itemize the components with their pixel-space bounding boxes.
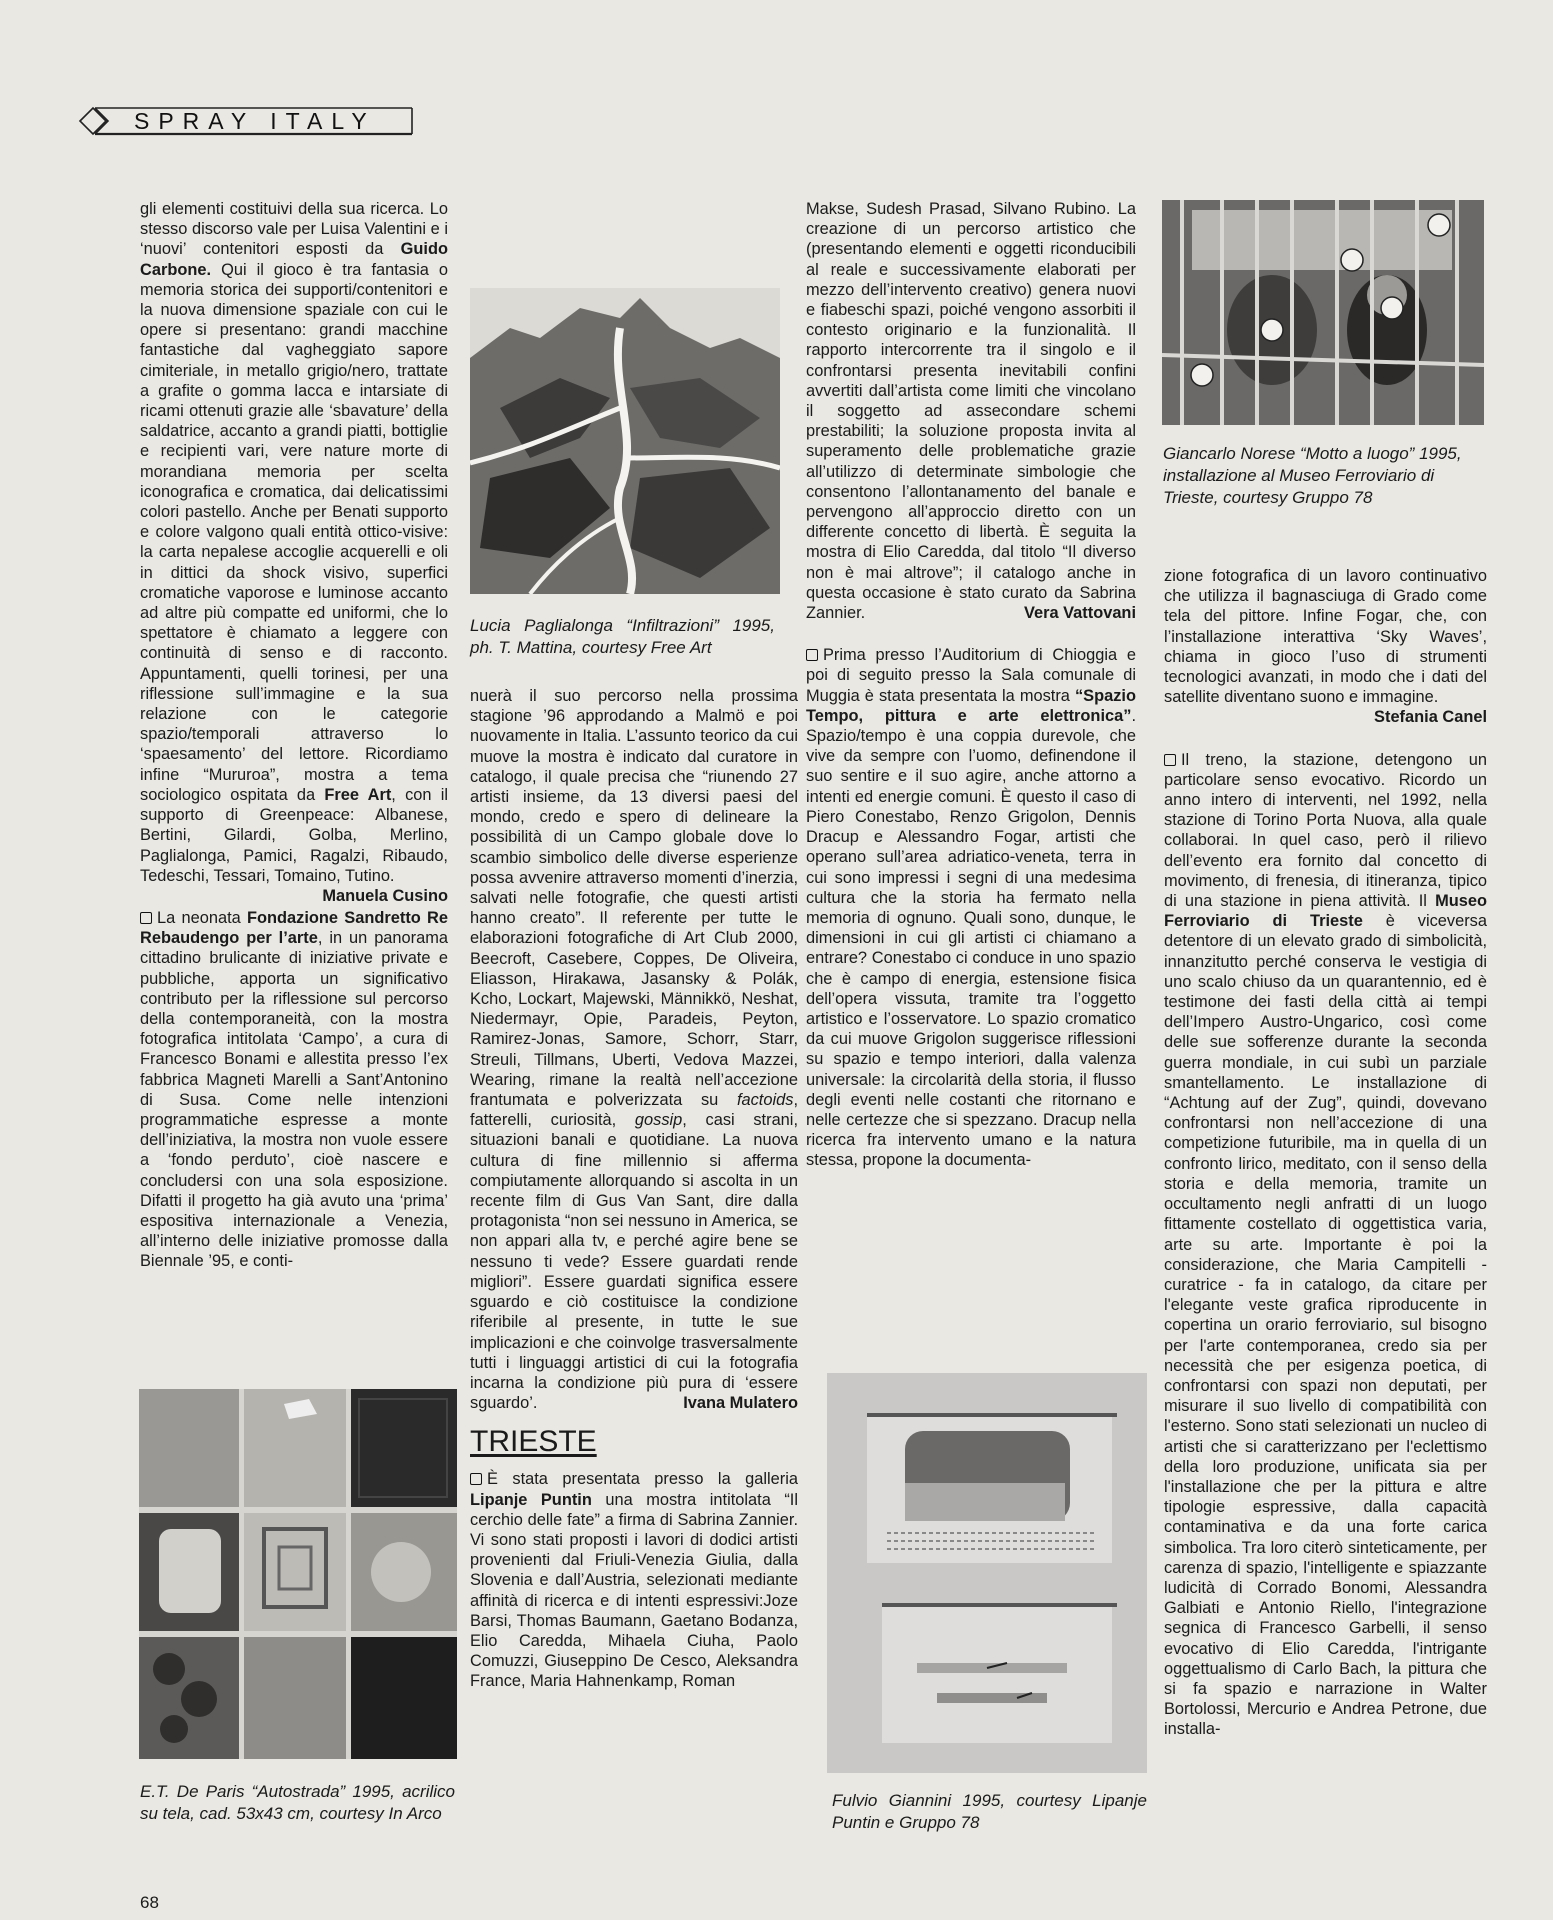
article-paragraph: Prima presso l’Auditorium di Chioggia e poi di seguito presso la Sala comunale di Muggia è stata presentata la mostra “Spazio Tempo, pittura e arte elettronica”. Spazio/tempo è una coppia durevole, che vive da sempre con l’uomo, definendone il suo sentire e il suo agire, anche attorno a intenti ed energie comuni. È questo il caso di Piero Conestabo, Renzo Grigolon, Dennis Dracup e Alessandro Fogar, artisti che operano sull’area adriatico-veneta, terra in cui sono impressi i segni di una medesima cultura che la storia ha fermato nella memoria di ognuno. Quali sono, dunque, le dimensioni in cui gli artisti ci chiamano a entrare? Conestabo ci conduce in uno spazio che è campo di energia, estensione fisica dell’opera vissuta, tramite tra l’oggetto artistico e l’osservatore. Lo spazio cromatico da cui muove Grigolon suggerisce riflessioni su spazio e tempo interiori, dalla valenza universale: la circolarità della storia, il flusso degli eventi nelle costanti che ritornano e nelle certezze che si spezzano. Dracup nella ricerca fra intervento umano e la natura stessa, propone la documenta- (806, 646, 1136, 1170)
article-paragraph: gli elementi costituivi della sua ricerca. Lo stesso discorso vale per Luisa Valentini e i ‘nuovi’ contenitori esposti da Guido Carbone. Qui il gioco è tra fantasia o memoria storica dei supporti/contenitori e la nuova dimensione spaziale con cui le opere si presentano: grandi macchine fantastiche dal vagheggiato sapore cimiteriale, in metallo grigio/nero, trattate a grafite o gomma lacca e intarsiate di ricami ottenuti grazie alle ‘sbavature’ della saldatrice, accanto a grandi piatti, bottiglie e recipienti vari, vere nature morte di morandiana memoria per scelta iconografica e cromatica, dai delicatissimi colori pastello. Anche per Benati supporto e colore valgono quali entità ottico-visive: la carta nepalese accoglie acquerelli e oli in dittici da shock visivo, superfici cromatiche vaporose e luminose accanto ad altre più compatte ed uniformi, che lo spettatore è chiamato a leggere con continuità di senso e di racconto. Appuntamenti, quelli torinesi, per una riflessione sull’immagine e la sua relazione con le categorie spazio/temporali attraverso lo ‘spaesamento’ del lettore. Ricordiamo infine “Mururoa”, mostra a tema sociologico ospitata da Free Art, con il supporto di Greenpeace: Albanese, Bertini, Gilardi, Golba, Merlino, Paglialonga, Pamici, Ragalzi, Ribaudo, Tedeschi, Tessari, Tomaino, Tutino. Manuela Cusino (140, 200, 448, 905)
article-paragraph: nuerà il suo percorso nella prossima stagione ’96 approdando a Malmö e poi nuovamente in Italia. L’assunto teorico da cui muove la mostra è indicato dal curatore in catalogo, il quale precisa che “riunendo 27 artisti insieme, da 13 diversi paesi del mondo, credo e spero di delineare la possibilità di un Campo globale dove lo scambio simbolico delle diverse esperienze possa avvenire attraverso momenti d’inerzia, salvati nelle fotografie, che questi artisti hanno creato”. Il referente per tutte le elaborazioni fotografiche di Art Club 2000, Beecroft, Casebere, Coppes, De Oliveira, Eliasson, Hirakawa, Jasansky & Polák, Kcho, Lockart, Majewski, Männikkö, Neshat, Niedermayr, Opie, Paradeis, Peyton, Ramirez-Jonas, Samore, Schorr, Starr, Streuli, Tillmans, Uberti, Vedova Mazzei, Wearing, rimane la realtà nell’accezione frantumata e polverizzata su factoids, fatterelli, curiosità, gossip, casi strani, situazioni banali e quotidiane. La nuova cultura di fine millennio si afferma compiutamente allorquando si ascolta in un recente film di Gus Van Sant, dire dalla protagonista “non sei nessuno in America, se non appari alla tv, e perché agire bene se nessuno ti vede? Essere guardati rende migliori”. Essere guardati significa essere sguardo e ciò costituisce la condizione riferibile al presente, in tutte le sue implicazioni e che coinvolge trasversalmente tutti i linguaggi artistici di cui la fotografia incarna la condizione più pura di ‘essere sguardo’. Ivana Mulatero (470, 687, 798, 1413)
section-bullet-box-icon (470, 1473, 482, 1485)
column-2 (470, 686, 798, 1692)
section-bullet-box-icon (1164, 754, 1176, 766)
photo-caption: Giancarlo Norese “Motto a luogo” 1995, installazione al Museo Ferroviario di Trieste, courtesy Gruppo 78 (1163, 444, 1462, 507)
column-4 (1164, 566, 1487, 1740)
artwork-image (139, 1389, 457, 1759)
artwork-image (470, 288, 780, 594)
author-signature: Ivana Mulatero (683, 1394, 798, 1413)
photo-caption: E.T. De Paris “Autostrada” 1995, acrilico su tela, cad. 53x43 cm, courtesy In Arco (140, 1782, 455, 1823)
author-signature: Manuela Cusino (322, 886, 448, 905)
photo-infiltrazioni (470, 288, 780, 594)
article-paragraph: zione fotografica di un lavoro continuativo che utilizza il bagnasciuga di Grado come tela del pittore. Infine Fogar, che, con l’installazione interattiva ‘Sky Waves’, chiama in gioco l’uso di strumenti tecnologici avanzati, in modo che i dati del satellite diventano suono e immagine. Stefania Canel (1164, 567, 1487, 727)
photo-motto-a-luogo (1162, 200, 1484, 425)
article-paragraph: Makse, Sudesh Prasad, Silvano Rubino. La creazione di un percorso artistico che (presentando elementi e oggetti riconducibili al reale e successivamente elaborati per mezzo dell’intervento creativo) genera nuovi e fiabeschi spazi, poiché vengono assorbiti il contesto originario e la funzionalità. Il rapporto intercorrente tra il singolo e il confrontarsi presenta inevitabili confini avvertiti dall’artista come limiti che vincolano il soggetto ad assecondare schemi prestabiliti; la soluzione proposta invita al superamento delle problematiche grazie all’utilizzo di determinate simbologie che consentono l’allontanamento del banale e pervengono all’approccio diretto con un differente concetto di libertà. È seguita la mostra di Elio Caredda, dal titolo “Il diverso non è mai altrove”; il catalogo anche in questa occasione è stato curato da Sabrina Zannier. Vera Vattovani (806, 200, 1136, 623)
section-bullet-box-icon (140, 912, 152, 924)
photo-autostrada-grid (139, 1389, 457, 1759)
section-heading-trieste: TRIESTE (470, 1425, 597, 1459)
article-paragraph: Il treno, la stazione, detengono un particolare senso evocativo. Ricordo un anno intero di interventi, nel 1992, nella stazione di Torino Porta Nuova, alla quale collaborai. In quel caso, però il rilievo dell’evento era fornito dal concetto di movimento, di frenesia, di itineranza, tipico di una stazione in piena attività. Il Museo Ferroviario di Trieste è viceversa detentore di un elevato grado di simbolicità, innanzitutto perché conserva le vestigia di uno scalo chiuso da un quarantennio, ed è testimone dei fasti della città ai tempi dell’Impero Austro-Ungarico, così come delle sue sofferenze durante la seconda guerra mondiale, in cui subì un parziale smantellamento. Le installazione di “Achtung auf der Zug”, quindi, dovevano confrontarsi non nell’accezione di una competizione futuribile, ma in quella di un confronto lirico, meditato, con il senso della storia e della memoria, tramite un occultamento negli anfratti di un luogo fittamente costellato di oggettistica varia, arte su arte. Importante è poi la considerazione, che Maria Campitelli - curatrice - fa in catalogo, da citare per l'elegante veste grafica riproducente in copertina un orario ferroviario, sul bisogno per l'arte contemporanea, credo sia per necessità che per esigenza poetica, di confrontarsi con spazi non deputati, per misurare il suo livello di compatibilità con l'esterno. Sono stati selezionati un nucleo di artisti che si caratterizzano per l'eclettismo della loro produzione, unificata sia per l'installazione che per la pittura e altre tipologie espressive, dalla capacità contaminativa e da una forte carica simbolica. Tra loro citerò sinteticamente, per carenza di spazio, l'intelligente e spiazzante ludicità di Corrado Bonomi, Alessandra Galbiati e Antonio Riello, l'integrazione segnica di Francesco Garbelli, il senso evocativo di Elio Caredda, l'intrigante oggettualismo di Carlo Bach, la pittura che si fa spazio e narrazione in Walter Bortolossi, Mercurio e Andrea Petrone, due installa- (1164, 750, 1487, 1739)
page-number: 68 (140, 1893, 159, 1912)
artwork-image (1162, 200, 1484, 425)
photo-giannini-drawing (827, 1373, 1147, 1773)
column-1 (140, 199, 448, 1272)
photo-caption: Lucia Paglialonga “Infiltrazioni” 1995, ph. T. Mattina, courtesy Free Art (470, 616, 775, 657)
column-3 (806, 199, 1136, 1171)
article-paragraph: La neonata Fondazione Sandretto Re Rebaudengo per l’arte, in un panorama cittadino brulicante di iniziative private e pubbliche, apporta un significativo contributo per la riflessione sul percorso della contemporaneità, con la mostra fotografica intitolata ‘Campo’, a cura di Francesco Bonami e allestita presso l’ex fabbrica Magneti Marelli a Sant’Antonino di Susa. Come nelle intenzioni programmatiche espresse a monte dell’iniziativa, la mostra non vuole essere a ‘fondo perduto’, cioè nascere e concludersi con una sola esposizione. Difatti il progetto ha già avuto una ‘prima’ espositiva internazionale a Venezia, all’interno delle iniziative promosse dalla Biennale ’95, e conti- (140, 908, 449, 1271)
section-bullet-box-icon (806, 649, 818, 661)
author-signature: Stefania Canel (1374, 708, 1487, 727)
photo-caption: Fulvio Giannini 1995, courtesy Lipanje Puntin e Gruppo 78 (832, 1791, 1147, 1832)
section-title: SPRAY ITALY (134, 108, 376, 134)
article-paragraph: È stata presentata presso la galleria Lipanje Puntin una mostra intitolata “Il cerchio delle fate” a firma di Sabrina Zannier. Vi sono stati proposti i lavori di dodici artisti provenienti dal Friuli-Venezia Giulia, dalla Slovenia e dall’Austria, selezionati mediante affinità di ricerca e di intenti espressivi:Joze Barsi, Thomas Baumann, Gaetano Bodanza, Elio Caredda, Mihaela Ciuha, Paolo Comuzzi, Giuseppino De Cesco, Aleksandra France, Maria Hahnenkamp, Roman (470, 1470, 798, 1691)
author-signature: Vera Vattovani (1023, 604, 1136, 623)
artwork-image (827, 1373, 1147, 1773)
